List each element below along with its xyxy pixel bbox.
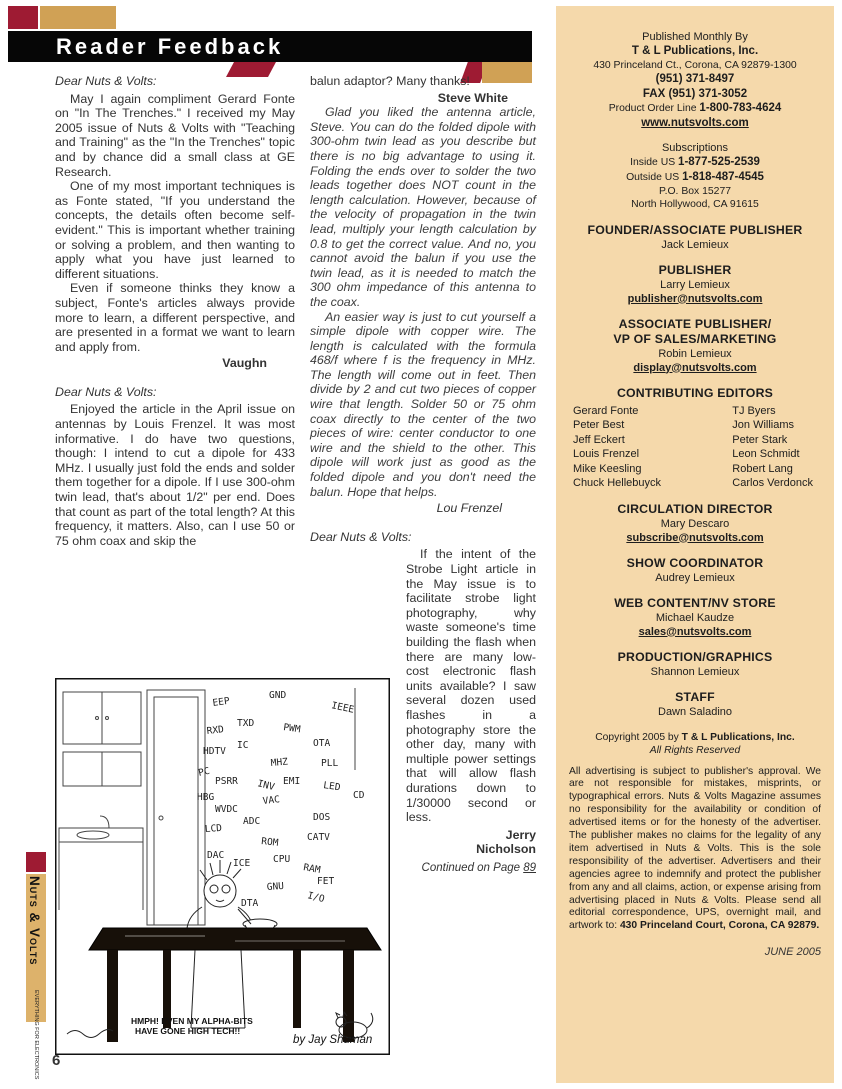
inside-us-phone: 1-877-525-2539: [678, 155, 760, 168]
staff-title: STAFF: [675, 689, 715, 704]
cartoon-word: DOS: [313, 812, 331, 823]
cartoon-word: CATV: [307, 832, 330, 843]
cartoon-word: EEP: [211, 695, 231, 709]
letter-signature: Jerry Nicholson: [476, 827, 536, 856]
cartoon-word: RAM: [302, 862, 322, 876]
cartoon-word: OTA: [313, 738, 331, 749]
copyright-notice: [569, 731, 821, 757]
contributing-editors-right: [732, 404, 813, 491]
publisher-name: Larry Lemieux: [660, 278, 730, 291]
cartoon-word: CD: [353, 790, 365, 801]
production-name: Shannon Lemieux: [650, 665, 740, 678]
letter-paragraph: May I again compliment Gerard Fonte on "In The Trenches." I received my May 2005 issue of Nuts & Volts with "Teaching and Training" as the "In the Trenches" topic and by chance did a small class at GE Research.: [55, 91, 295, 179]
continued-page-link[interactable]: 89: [523, 861, 536, 874]
letter-salutation: Dear Nuts & Volts:: [55, 384, 157, 399]
copyright-company: T & L Publications, Inc.: [681, 731, 795, 743]
letter-salutation: Dear Nuts & Volts:: [55, 74, 157, 88]
cartoon-word: GNU: [266, 880, 285, 893]
publisher-company: T & L Publications, Inc.: [631, 45, 759, 57]
publisher-address: 430 Princeland Ct., Corona, CA 92879-1300: [593, 59, 797, 71]
assoc-publisher-title-1: ASSOCIATE PUBLISHER/: [618, 316, 772, 331]
cartoon-word: ADC: [243, 816, 261, 827]
contributing-editor: Jeff Eckert: [573, 433, 625, 446]
cartoon-word: FET: [317, 876, 335, 887]
letter-paragraph: balun adaptor? Many thanks!: [310, 74, 470, 88]
web-content-name: Michael Kaudze: [655, 611, 735, 624]
letter-paragraph: Even if someone thinks they know a subject, Fonte's articles always provide more to learn, a different perspective, and are presented in a format we want to learn and apply from.: [55, 281, 295, 354]
fax-number: FAX (951) 371-3052: [642, 87, 748, 100]
contributing-editor: Peter Stark: [732, 433, 788, 446]
publisher-email-link[interactable]: publisher@nutsvolts.com: [627, 292, 763, 305]
contributing-editors-list: [569, 404, 821, 491]
spine-tan-strip: [26, 874, 46, 1080]
contributing-editor: Leon Schmidt: [732, 448, 800, 460]
subscribe-email-link[interactable]: subscribe@nutsvolts.com: [626, 531, 764, 544]
order-label: Product Order Line: [608, 103, 700, 114]
sales-email-link[interactable]: sales@nutsvolts.com: [638, 625, 752, 638]
display-email-link[interactable]: display@nutsvolts.com: [633, 361, 757, 374]
page-header: [8, 31, 532, 62]
letter-paragraph: Enjoyed the article in the April issue on antennas by Louis Frenzel. It was most informative. I do have two questions, though: I intend to cut a dipole for 433 MHz. I usually just fold the ends and solder them together for a dipole. If I use 300-ohm twin lead, that's about 1/2" per end. Does that count as part of the total length? At this frequency, it matters. Also, can I use 50 or 75 ohm coax and skip the: [55, 402, 295, 548]
contributing-editor: Jon Williams: [732, 419, 795, 431]
publisher-title: PUBLISHER: [658, 262, 732, 277]
web-content-title: WEB CONTENT/NV STORE: [614, 595, 776, 610]
production-title: PRODUCTION/GRAPHICS: [617, 649, 773, 664]
magazine-logo-vertical: Nuts & Volts: [27, 876, 42, 966]
cartoon-caption-line1: HMPH! EVEN MY ALPHA-BITS: [131, 1016, 253, 1026]
founder-name: Jack Lemieux: [661, 238, 729, 251]
cartoon-word: I/O: [306, 890, 326, 906]
subscriptions-inside-us: [569, 155, 821, 170]
cartoon-word: HDTV: [203, 746, 226, 757]
deco-red-square: [8, 6, 38, 29]
cartoon: [55, 678, 390, 1055]
letter-1: [55, 74, 295, 371]
circulation-name: Mary Descaro: [660, 517, 730, 530]
deco-tan-bar: [40, 6, 116, 29]
outside-us-phone: 1-818-487-4545: [682, 170, 764, 183]
reply-paragraph: Glad you liked the antenna article, Steve. You can do the folded dipole with 300-ohm twin lead as you describe but there is no big advantage to using it. Folding the ends over to solder the two leads together does NOT count in the length calculation. However, because of the velocity of propagation in the twin lead, multiply your length calculation by 0.8 to get the correct value. And no, you cannot avoid the balun if you use the twin lead, as it is needed to match the 300 ohm impedance of this antenna to the coax.: [310, 105, 536, 309]
order-phone: 1-800-783-4624: [699, 102, 782, 114]
cartoon-illustration: [55, 678, 390, 1055]
contributing-editors-left: [573, 404, 661, 491]
copyright-rights: All Rights Reserved: [649, 744, 741, 756]
cartoon-word: LCD: [204, 822, 223, 835]
cartoon-word: EMI: [283, 776, 301, 787]
contributing-editor: Gerard Fonte: [573, 404, 639, 417]
cartoon-word: PC: [197, 765, 211, 779]
cartoon-word: HBG: [197, 792, 215, 803]
page-title: Reader Feedback: [56, 33, 284, 59]
po-box: P.O. Box 15277: [658, 185, 732, 197]
contributing-editor: Carlos Verdonck: [732, 477, 813, 489]
reply-signature: Lou Frenzel: [436, 501, 502, 516]
subscriptions-outside-us: [569, 170, 821, 185]
cartoon-word: INV: [256, 778, 276, 794]
page-number: 6: [52, 1052, 61, 1069]
copyright-pre: Copyright 2005 by: [595, 731, 682, 743]
cartoon-word: DTA: [241, 898, 259, 909]
contributing-editor: TJ Byers: [732, 404, 776, 417]
cartoon-word: PLL: [321, 758, 339, 769]
website-link[interactable]: www.nutsvolts.com: [641, 117, 749, 129]
contributing-editor: Chuck Hellebuyck: [573, 477, 662, 489]
magazine-tagline: EVERYTHING FOR ELECTRONICS: [33, 990, 39, 1080]
continued-label: Continued on Page: [421, 861, 524, 874]
circulation-title: CIRCULATION DIRECTOR: [617, 501, 773, 516]
article-column-1: [55, 74, 295, 548]
assoc-publisher-name: Robin Lemieux: [658, 347, 732, 360]
letter-signature: Vaughn: [222, 356, 267, 371]
magazine-spine: [26, 852, 48, 1080]
cartoon-word: RXD: [206, 724, 225, 737]
spine-red-square: [26, 852, 46, 872]
staff-name: Dawn Saladino: [658, 705, 732, 718]
cartoon-word: DAC: [207, 850, 225, 861]
letter-2: [55, 385, 295, 549]
founder-title: FOUNDER/ASSOCIATE PUBLISHER: [587, 222, 803, 237]
cartoon-word: VAC: [262, 794, 281, 807]
contributing-editor: Louis Frenzel: [573, 448, 640, 460]
cartoon-word: PWM: [282, 722, 302, 736]
show-coordinator-title: SHOW COORDINATOR: [626, 555, 764, 570]
product-order-line: [569, 101, 821, 116]
spacer: [310, 516, 536, 530]
inside-us-label: Inside US: [630, 156, 679, 168]
reply-paragraph: An easier way is just to cut yourself a simple dipole with copper wire. The length is calculated with the formula 468/f where f is the frequency in MHz. The length will come out in feet. Then divide by 2 and cut two pieces of copper wire that length. Solder 50 or 75 ohm coax directly to the center of the two pieces of wire: center conductor to one wire and the shield to the other. This dipole will work just as good as the folded dipole and you don't need the balun. Hope that helps.: [310, 309, 536, 499]
cartoon-word: GND: [269, 690, 287, 701]
show-coordinator-name: Audrey Lemieux: [655, 571, 735, 584]
subscriptions-city: North Hollywood, CA 91615: [631, 199, 759, 210]
editor-reply: [310, 105, 536, 516]
legal-address: 430 Princeland Court, Corona, CA 92879.: [619, 920, 820, 932]
cartoon-word: MHZ: [270, 756, 289, 769]
cartoon-word: TXD: [237, 718, 255, 729]
letter-2-continued: [310, 74, 536, 105]
subscriptions-title: Subscriptions: [661, 141, 729, 154]
cartoon-credit: by Jay Shuman: [293, 1034, 373, 1046]
contributing-editor: Peter Best: [573, 419, 625, 431]
cartoon-word: ROM: [260, 836, 279, 849]
cartoon-word: ICE: [233, 858, 251, 869]
published-monthly: Published Monthly By: [642, 31, 748, 43]
spacer: [55, 371, 295, 385]
legal-notice: [569, 766, 821, 934]
cartoon-caption-line2: HAVE GONE HIGH TECH!!: [135, 1026, 241, 1036]
legal-text: All advertising is subject to publisher's approval. We are not responsible for mistakes, misprints, or typographical errors. Nuts & Volts Magazine assumes no responsibility for the availability or condition of advertised items or for the honesty of the advertiser. The publisher makes no claims for the legality of any item advertised in Nuts & Volts. This is the sole responsibility of the advertiser. Advertisers and their agencies agree to indemnify and protect the publisher from any and all claims, action, or expense arising from advertising placed in Nuts & Volts. Please send all editorial correspondence, UPS, overnight mail, and artwork to:: [569, 765, 821, 932]
cartoon-word: IC: [237, 740, 249, 751]
phone-number: (951) 371-8497: [655, 73, 735, 85]
spacer: [569, 131, 821, 141]
letter-paragraph: If the intent of the Strobe Light article in the May issue is to facilitate strobe light photography, why waste someone's time building the flash when there are many low-cost electronic flash units available? I saw several dozen used flashes in a photography store the other day, many with multiple power settings that will allow flash durations down to 1/30000 second or less.: [406, 547, 536, 825]
cartoon-word: LED: [322, 780, 342, 794]
letter-signature: Steve White: [437, 90, 508, 105]
issue-date: JUNE 2005: [764, 946, 821, 959]
outside-us-label: Outside US: [626, 171, 683, 183]
masthead-sidebar: [556, 6, 834, 1083]
cartoon-word: PSRR: [215, 776, 238, 787]
cartoon-word: CPU: [273, 854, 291, 865]
contributing-editors-title: CONTRIBUTING EDITORS: [616, 385, 774, 400]
letter-salutation: Dear Nuts & Volts:: [310, 529, 412, 544]
cartoon-word: WVDC: [215, 804, 238, 815]
letter-paragraph: One of my most important techniques is as Fonte stated, "If you understand the concepts, the details often become self-evident." This is important whether training or solving a problem, and then wanting to apply what you have just learned to different situations.: [55, 179, 295, 281]
contributing-editor: Mike Keesling: [573, 462, 642, 475]
cartoon-word: IEEE: [330, 700, 356, 716]
assoc-publisher-title-2: VP OF SALES/MARKETING: [613, 331, 777, 346]
contributing-editor: Robert Lang: [732, 462, 793, 475]
